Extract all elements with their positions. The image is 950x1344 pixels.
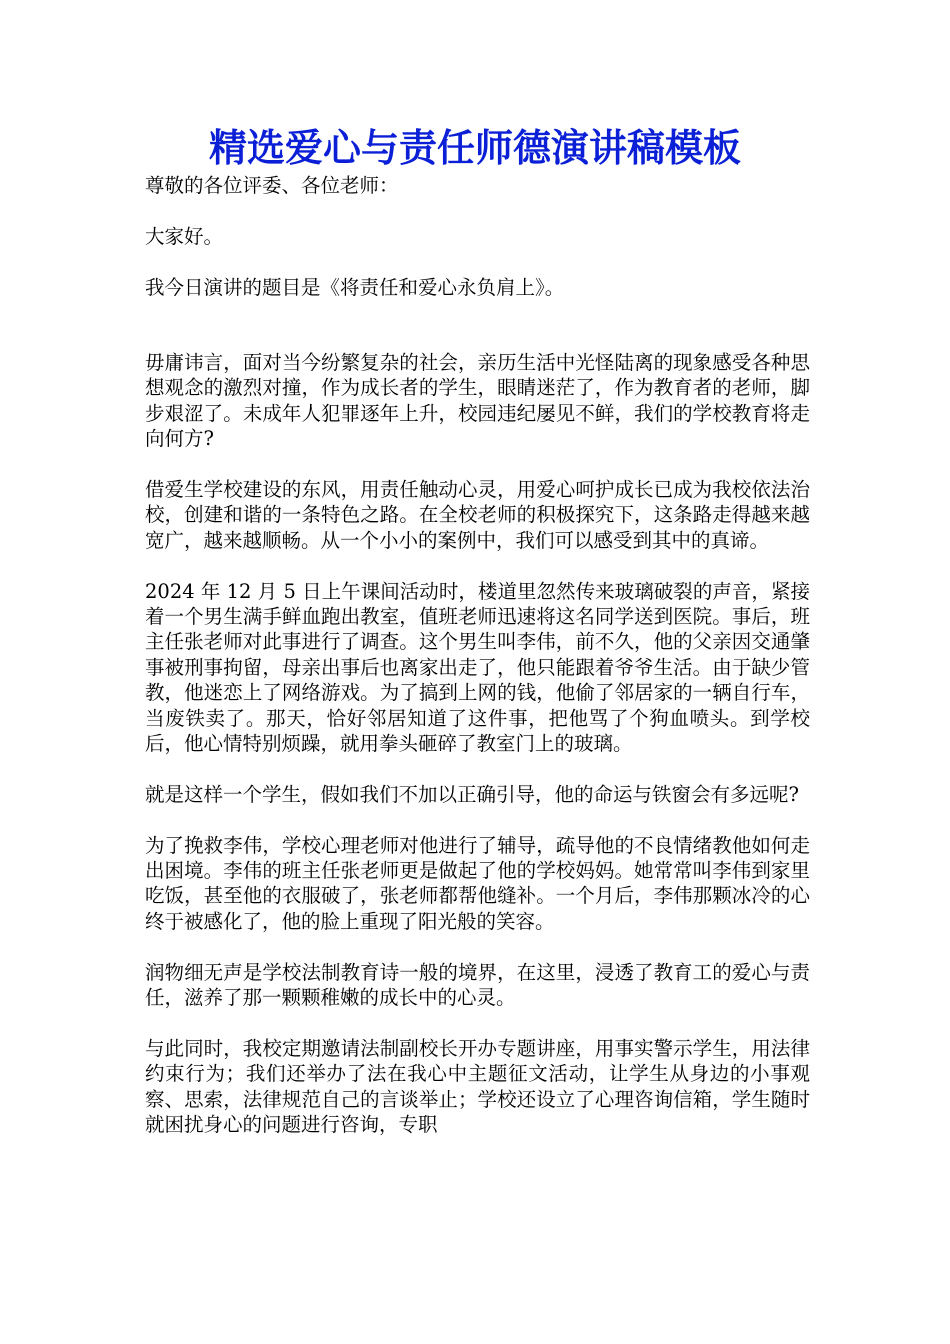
greeting: 大家好。: [145, 224, 224, 248]
paragraph: 与此同时，我校定期邀请法制副校长开办专题讲座，用事实警示学生，用法律约束行为；我们还举办了法在我心中主题征文活动，让学生从身边的小事观察、思索，法律规范自己的言谈举止；学校还设立了心理咨询信箱，学生随时就困扰身心的问题进行咨询，专职: [145, 1036, 810, 1137]
document-title: 精选爱心与责任师德演讲稿模板: [208, 125, 741, 170]
paragraph: 2024 年 12 月 5 日上午课间活动时，楼道里忽然传来玻璃破裂的声音，紧接着一个男生满手鲜血跑出教室，值班老师迅速将这名同学送到医院。事后，班主任张老师对此事进行了调查。这个男生叫李伟，前不久，他的父亲因交通肇事被刑事拘留，母亲出事后也离家出走了，他只能跟着爷爷生活。由于缺少管教，他迷恋上了网络游戏。为了搞到上网的钱，他偷了邻居家的一辆自行车，当废铁卖了。那天，恰好邻居知道了这件事，把他骂了个狗血喷头。到学校后，他心情特别烦躁，就用拳头砸碎了教室门上的玻璃。: [145, 579, 810, 756]
document-body: [145, 173, 810, 1163]
paragraph: 借爱生学校建设的东风，用责任触动心灵，用爱心呵护成长已成为我校依法治校，创建和谐的一条特色之路。在全校老师的积极探究下，这条路走得越来越宽广，越来越顺畅。从一个小小的案例中，我们可以感受到其中的真谛。: [145, 478, 810, 552]
paragraph: 为了挽救李伟，学校心理老师对他进行了辅导，疏导他的不良情绪教他如何走出困境。李伟的班主任张老师更是做起了他的学校妈妈。她常常叫李伟到家里吃饭，甚至他的衣服破了，张老师都帮他缝补。一个月后，李伟那颗冰冷的心终于被感化了，他的脸上重现了阳光般的笑容。: [145, 833, 810, 933]
salutation: 尊敬的各位评委、各位老师：: [145, 174, 399, 197]
paragraph: 就是这样一个学生，假如我们不加以正确引导，他的命运与铁窗会有多远呢?: [145, 782, 799, 806]
speech-topic: 我今日演讲的题目是《将责任和爱心永负肩上》。: [145, 275, 565, 299]
paragraph: 润物细无声是学校法制教育诗一般的境界，在这里，浸透了教育工的爱心与责任，滋养了那一颗颗稚嫩的成长中的心灵。: [145, 960, 810, 1010]
paragraph: 毋庸讳言，面对当今纷繁复杂的社会，亲历生活中光怪陆离的现象感受各种思想观念的激烈对撞，作为成长者的学生，眼睛迷茫了，作为教育者的老师，脚步艰涩了。未成年人犯罪逐年上升，校园违纪屡见不鲜，我们的学校教育将走向何方?: [145, 351, 810, 451]
